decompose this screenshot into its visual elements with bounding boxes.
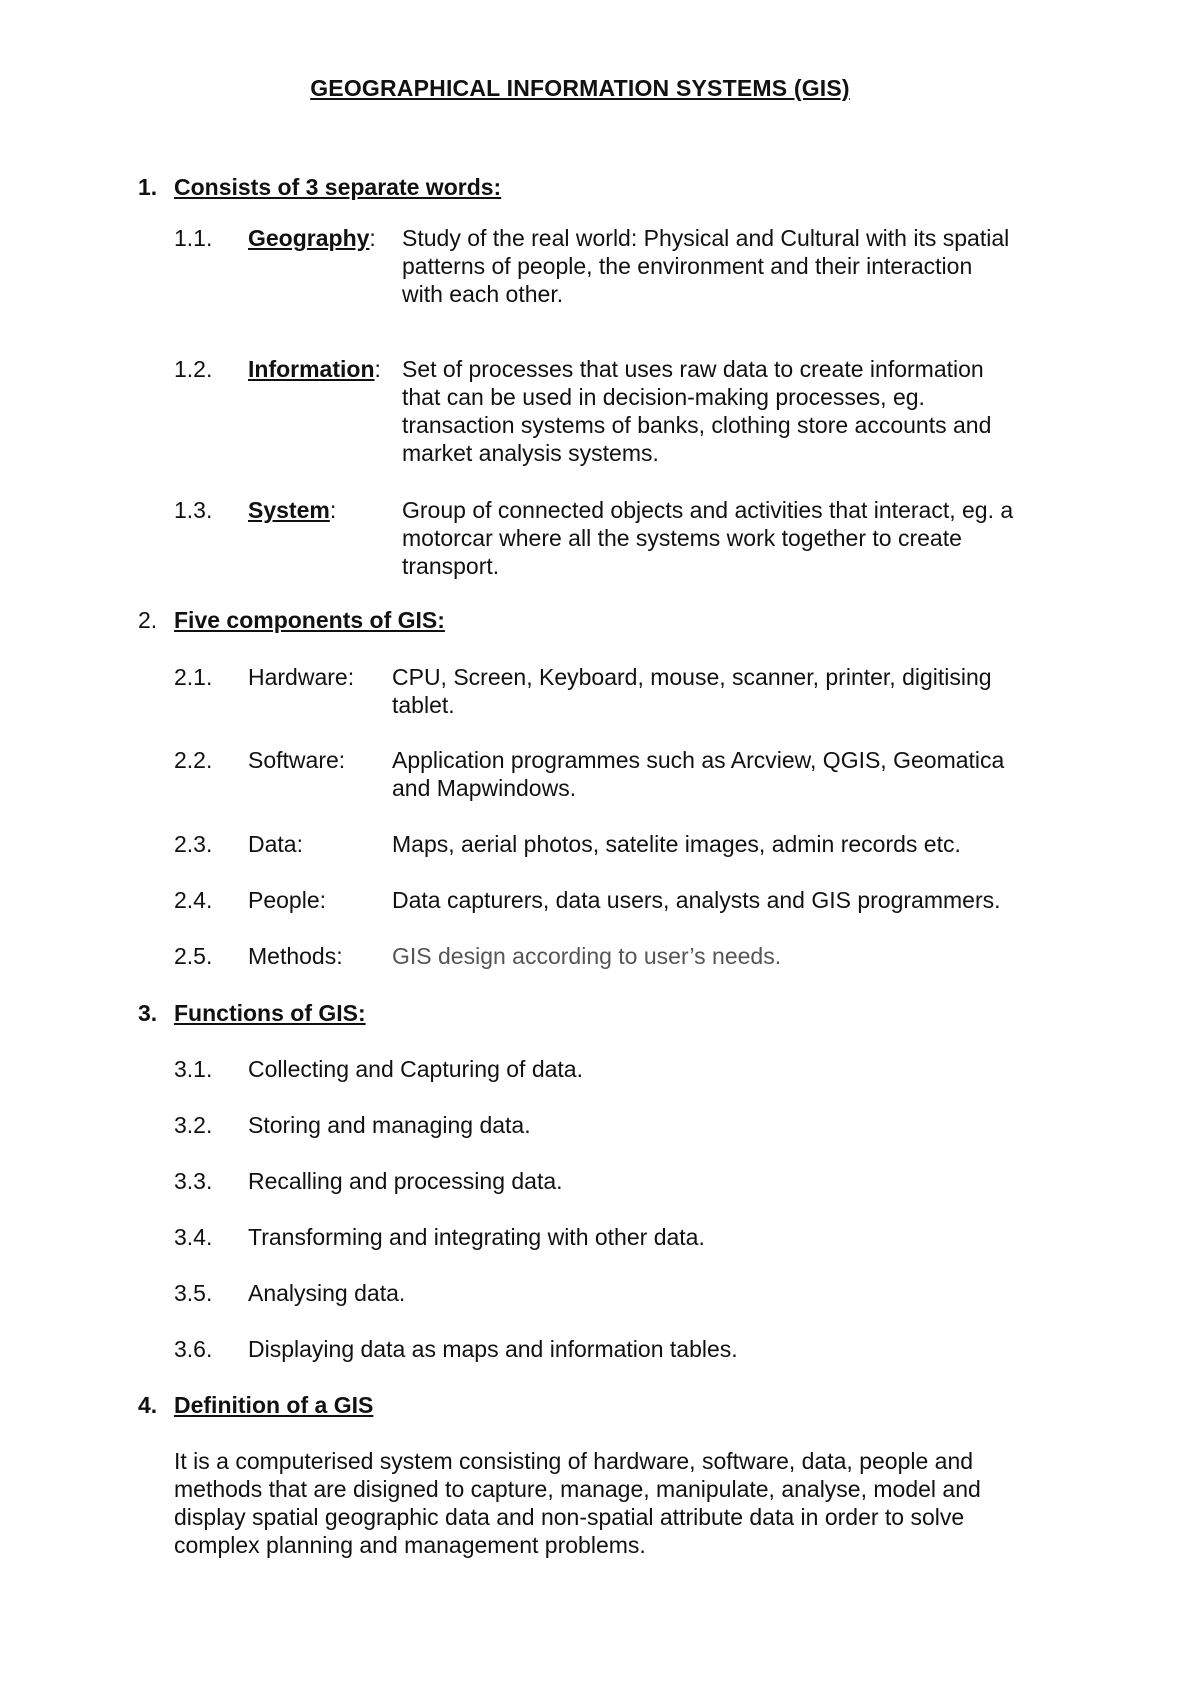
item-term: Data:	[248, 831, 303, 857]
section-label: Consists of 3 separate words:	[174, 174, 502, 200]
item-term: Information:	[248, 356, 381, 382]
item-term: Hardware:	[248, 664, 355, 690]
item-description: Maps, aerial photos, satelite images, admin records etc.	[392, 831, 961, 857]
section-1-heading	[138, 173, 501, 201]
item-term: Geography:	[248, 225, 376, 251]
section-3-heading	[138, 999, 366, 1027]
item-description: Group of connected objects and activities that interact, eg. a motorcar where all the systems work together to create transport.	[402, 497, 1014, 579]
section-number: 3.	[138, 1000, 158, 1026]
item-description: Displaying data as maps and information tables.	[248, 1336, 738, 1362]
section-number: 2.	[138, 607, 158, 633]
item-number: 3.2.	[174, 1112, 213, 1138]
item-description: Set of processes that uses raw data to create information that can be used in decision-making processes, eg. transaction systems of banks, clothing store accounts and market analysis systems.	[402, 356, 992, 466]
item-description: Analysing data.	[248, 1280, 406, 1306]
item-description: CPU, Screen, Keyboard, mouse, scanner, printer, digitising tablet.	[392, 664, 992, 718]
section-2-heading	[138, 606, 445, 634]
item-term: Software:	[248, 747, 346, 773]
item-description: GIS design according to user’s needs.	[392, 943, 782, 969]
item-number: 1.2.	[174, 356, 213, 382]
section-number: 1.	[138, 174, 158, 200]
item-number: 3.5.	[174, 1280, 213, 1306]
item-description: Transforming and integrating with other data.	[248, 1224, 705, 1250]
item-term: System:	[248, 497, 337, 523]
item-description: Collecting and Capturing of data.	[248, 1056, 583, 1082]
item-description: Storing and managing data.	[248, 1112, 531, 1138]
definition-paragraph: It is a computerised system consisting of hardware, software, data, people and methods that are disigned to capture, manage, manipulate, analyse, model and display spatial geographic data and non-spatial attribute data in order to solve complex planning and management problems.	[174, 1448, 981, 1558]
section-4-heading	[138, 1391, 373, 1419]
item-description: Study of the real world: Physical and Cultural with its spatial patterns of people, the environment and their interaction with each other.	[402, 225, 1010, 307]
section-label: Definition of a GIS	[174, 1392, 374, 1418]
item-number: 2.1.	[174, 664, 213, 690]
item-number: 1.1.	[174, 225, 213, 251]
section-number: 4.	[138, 1392, 158, 1418]
item-number: 3.3.	[174, 1168, 213, 1194]
item-term: People:	[248, 887, 327, 913]
item-number: 3.6.	[174, 1336, 213, 1362]
item-term: Methods:	[248, 943, 343, 969]
section-label: Five components of GIS:	[174, 607, 445, 633]
item-description: Data capturers, data users, analysts and GIS programmers.	[392, 887, 1001, 913]
item-number: 2.5.	[174, 943, 213, 969]
item-number: 1.3.	[174, 497, 213, 523]
item-number: 3.1.	[174, 1056, 213, 1082]
item-description: Recalling and processing data.	[248, 1168, 563, 1194]
document-title: GEOGRAPHICAL INFORMATION SYSTEMS (GIS)	[310, 75, 850, 101]
item-number: 3.4.	[174, 1224, 213, 1250]
item-number: 2.4.	[174, 887, 213, 913]
item-description: Application programmes such as Arcview, QGIS, Geomatica and Mapwindows.	[392, 747, 1005, 801]
section-label: Functions of GIS:	[174, 1000, 366, 1026]
item-number: 2.2.	[174, 747, 213, 773]
item-number: 2.3.	[174, 831, 213, 857]
